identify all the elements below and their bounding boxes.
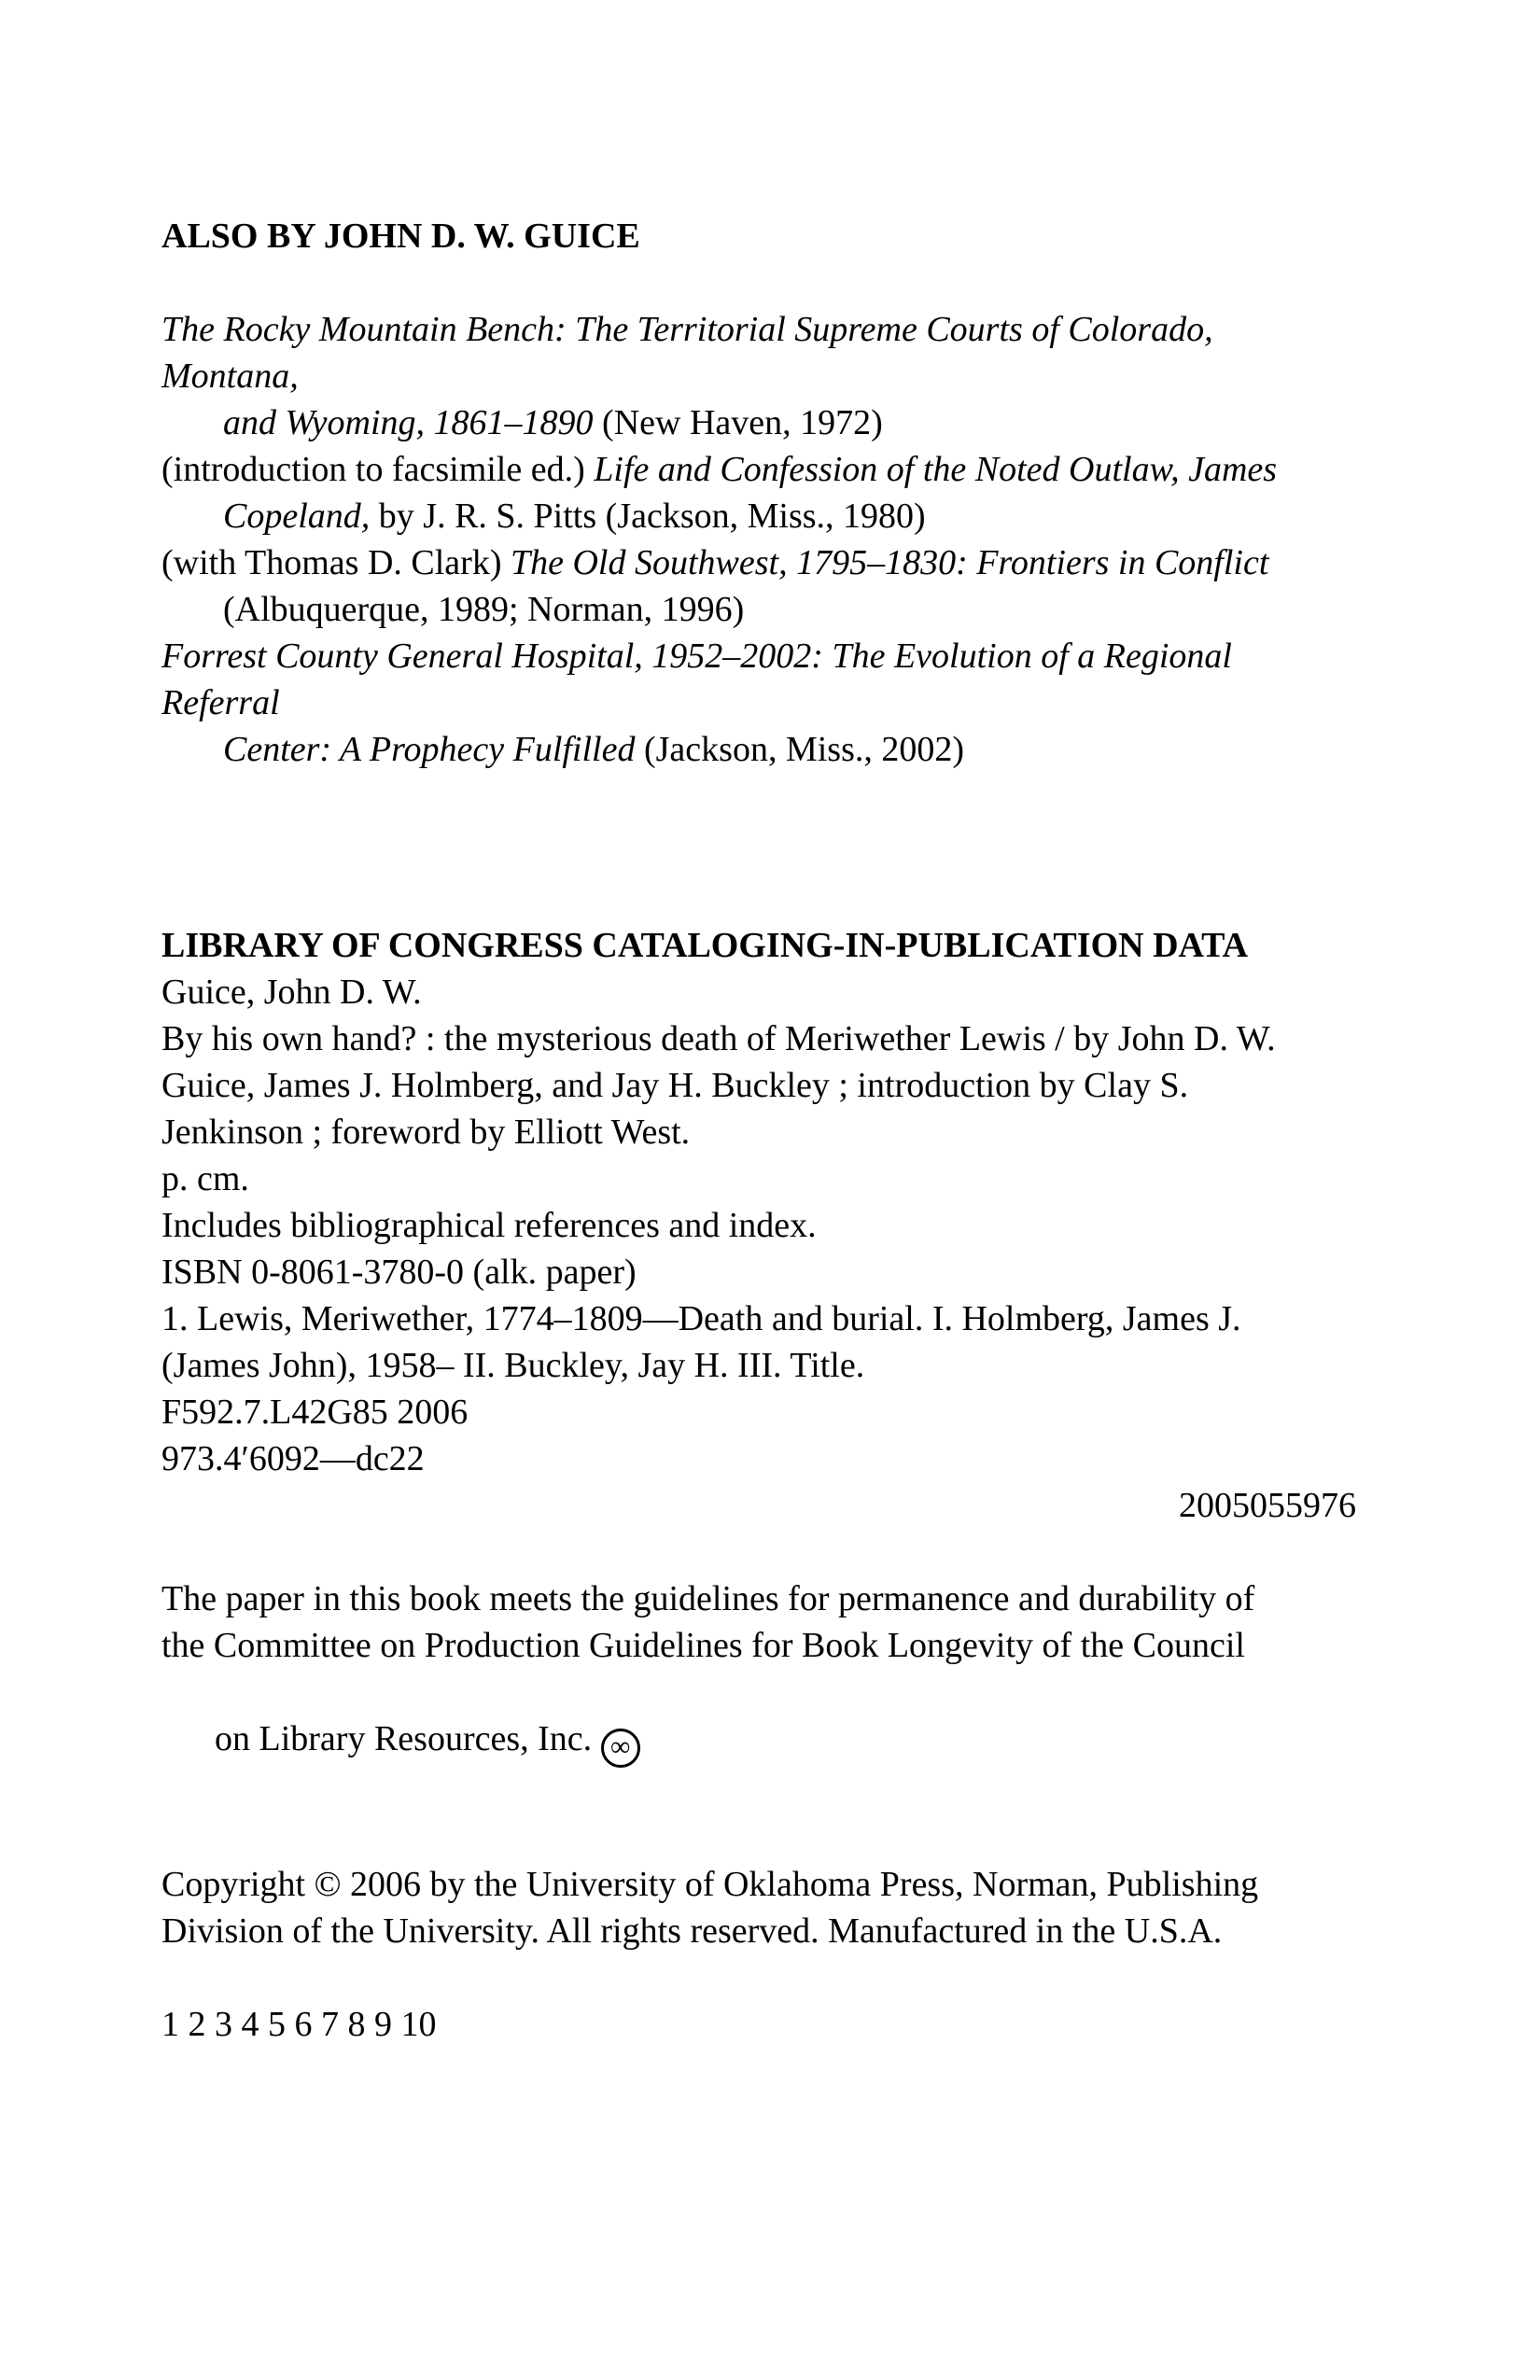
- text-segment-italic: Copeland,: [223, 497, 379, 536]
- text-segment-italic: Forrest County General Hospital, 1952–2002: The Evolution of a Regional Referral: [161, 637, 1241, 722]
- text-line: Division of the University. All rights reserved. Manufactured in the U.S.A.: [161, 1911, 1223, 1951]
- paper-note-last-line: [161, 1669, 1356, 1814]
- copyright-page: [161, 213, 1356, 2048]
- permanent-paper-icon: ∞: [601, 1729, 640, 1768]
- text-line: [161, 399, 1356, 446]
- text-segment-italic: The Old Southwest, 1795–1830: Frontiers in Conflict: [510, 543, 1269, 582]
- text-line: By his own hand? : the mysterious death of Meriwether Lewis / by John D. W.: [161, 1019, 1276, 1058]
- text-segment-italic: and Wyoming, 1861–1890: [223, 403, 603, 442]
- paper-durability-note: [161, 1575, 1356, 1814]
- text-line: Guice, James J. Holmberg, and Jay H. Buckley ; introduction by Clay S.: [161, 1066, 1189, 1105]
- text-line: F592.7.L42G85 2006: [161, 1393, 469, 1432]
- text-line: [161, 493, 1356, 539]
- text-segment-roman: (New Haven, 1972): [602, 403, 883, 442]
- text-segment-roman: (Jackson, Miss., 2002): [643, 730, 965, 769]
- paper-note-lines: [161, 1575, 1356, 1669]
- copyright-statement: [161, 1861, 1356, 1954]
- text-segment-italic: Center: A Prophecy Fulfilled: [223, 730, 644, 769]
- text-line: (James John), 1958– II. Buckley, Jay H. III. Title.: [161, 1346, 865, 1385]
- text-line: Jenkinson ; foreword by Elliott West.: [161, 1113, 691, 1152]
- text-line: [161, 586, 1356, 633]
- text-line: [161, 539, 1356, 586]
- text-line: Includes bibliographical references and index.: [161, 1206, 817, 1245]
- text-line: [161, 446, 1356, 493]
- text-line: 1. Lewis, Meriwether, 1774–1809—Death and burial. I. Holmberg, James J.: [161, 1299, 1241, 1338]
- also-by-book-list: [161, 306, 1356, 773]
- text-line: Copyright © 2006 by the University of Oklahoma Press, Norman, Publishing: [161, 1865, 1259, 1904]
- printing-numbers: 1 2 3 4 5 6 7 8 9 10: [161, 2005, 437, 2044]
- text-line: [161, 726, 1356, 773]
- text-line: p. cm.: [161, 1159, 249, 1198]
- text-segment-roman: (with Thomas D. Clark): [161, 543, 511, 582]
- text-segment-italic: The Rocky Mountain Bench: The Territorial Supreme Courts of Colorado, Montana,: [161, 310, 1223, 396]
- text-line: the Committee on Production Guidelines for Book Longevity of the Council: [161, 1626, 1245, 1665]
- text-line: 973.4′6092—dc22: [161, 1439, 425, 1478]
- paper-note-last-line-text: on Library Resources, Inc.: [215, 1719, 601, 1758]
- cip-heading: LIBRARY OF CONGRESS CATALOGING-IN-PUBLICATION DATA: [161, 926, 1249, 965]
- text-segment-italic: Life and Confession of the Noted Outlaw, James: [594, 450, 1278, 489]
- text-line: [161, 633, 1356, 726]
- cip-data-section: [161, 922, 1356, 1529]
- text-segment-roman: by J. R. S. Pitts (Jackson, Miss., 1980): [378, 497, 926, 536]
- text-line: Guice, John D. W.: [161, 973, 422, 1012]
- text-segment-roman: (introduction to facsimile ed.): [161, 450, 595, 489]
- text-line: The paper in this book meets the guidelines for permanence and durability of: [161, 1579, 1255, 1618]
- lccn-number: 2005055976: [1179, 1486, 1356, 1525]
- cip-lines: [161, 969, 1356, 1482]
- also-by-heading: ALSO BY JOHN D. W. GUICE: [161, 217, 640, 256]
- text-line: ISBN 0-8061-3780-0 (alk. paper): [161, 1253, 637, 1292]
- text-segment-roman: (Albuquerque, 1989; Norman, 1996): [223, 590, 745, 629]
- text-line: [161, 306, 1356, 399]
- printing-number-row: [161, 2001, 1356, 2048]
- copyright-lines: [161, 1861, 1356, 1954]
